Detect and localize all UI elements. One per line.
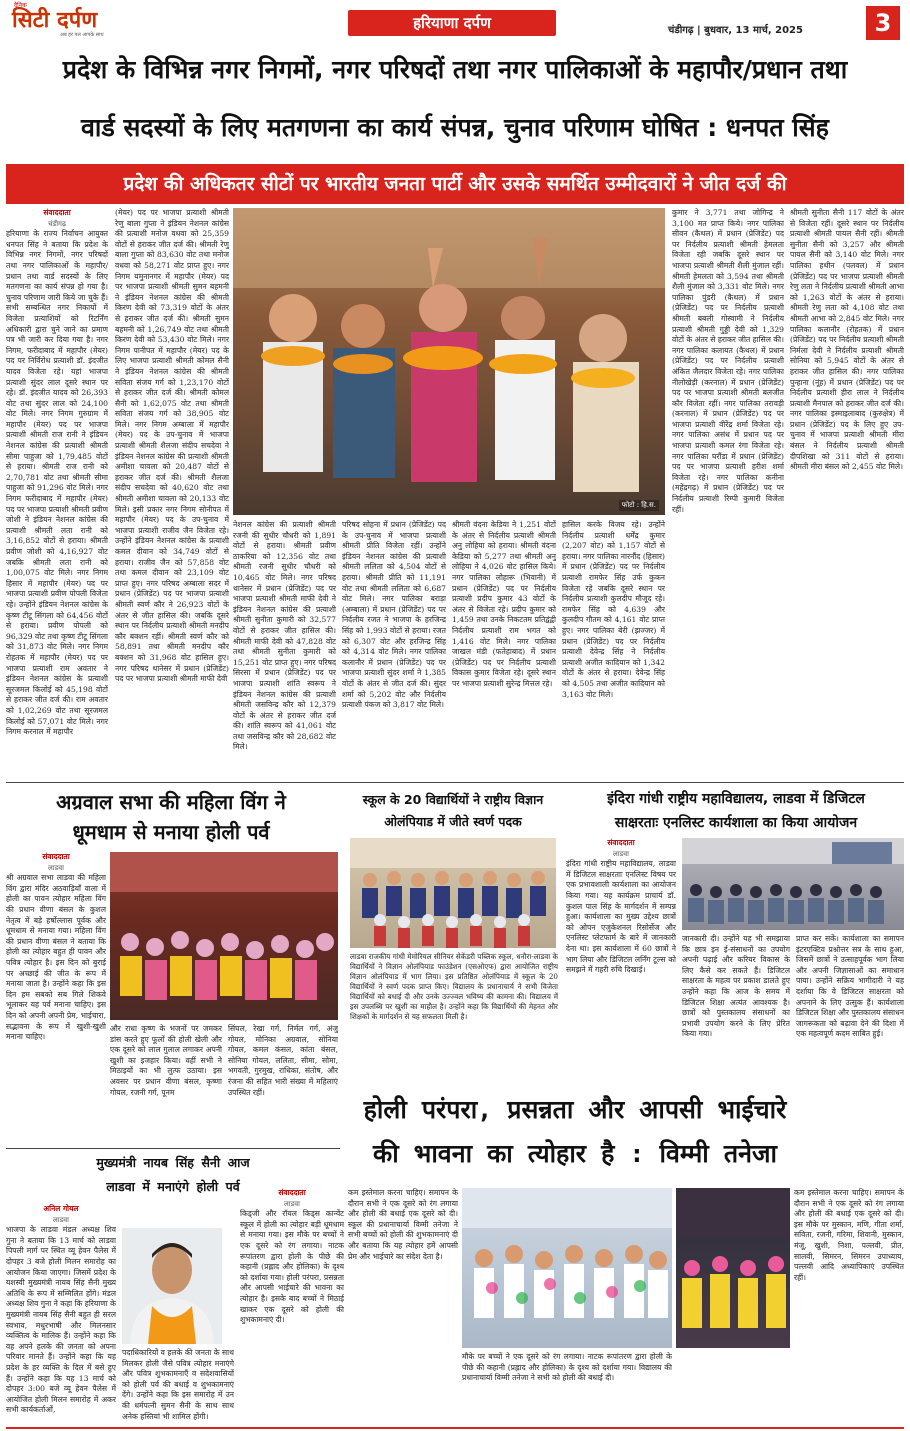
lead-column-1 [6, 208, 108, 778]
masthead [0, 0, 910, 46]
holi-photo-left [462, 1188, 672, 1348]
cm-body-1: भाजपा के लाडवा मंडल अध्यक्ष शिव गुना ने बताया कि 13 मार्च को लाडवा पिपली मार्ग पर स्थित व्यू हेवन पैलेस में दोपहर 3 बजे होली मिलन समारोह का आयोजन किया जाएगा। जिसमें प्रदेश के यशस्वी मुख्यमंत्री नायब सिंह सैनी मुख्य अतिथि के रूप में सम्मिलित होंगे। मंडल अध्यक्ष शिव गुना ने कहा कि हरियाणा के मुख्यमंत्री नायब सिंह सैनी बहुत ही सरल स्वभाव, मधुरभाषी और मिलनसार व्यक्तित्व के मालिक हैं। उन्होंने कहा कि वह अपने हलके की जनता को अपना परिवार मानते हैं। उन्होंने कहा कि यह प्रदेश के हर व्यक्ति के दिल में बसे हुए हैं। उन्होंने कहा कि यह 13 मार्च को दोपहर 3:00 बजे व्यू हेवन पैलेस में आयोजित होली मिलन समारोह में अकर सभी कार्यकर्ताओं, [6, 1225, 116, 1415]
agarwal-headline-line2: धूमधाम से मनाया होली पर्व [72, 820, 270, 844]
holi-body-3: मौके पर बच्चों ने एक दूसरे को रंग लगाया। नाटक रूपांतरण द्वारा होली के पीछे की कहानी (प्रह्लाद और होलिका) के दृश्य को दर्शाया गया। विद्यालय की प्रधानाचार्या विम्मी तनेजा ने सभी को होली की बधाई दी। [462, 1352, 672, 1383]
lead-column-6 [562, 520, 665, 778]
lead-headline-line1: प्रदेश के विभिन्न नगर निगमों, नगर परिषदों तथा नगर पालिकाओं के महापौर/प्रधान तथा [62, 55, 848, 84]
lead-body-4: परिषद सोहना में प्रधान (प्रेजिडेंट) पद के उप-चुनाव में भाजपा प्रत्याशी श्रीमती प्रीति विजेता रहीं। उन्होंने इंडियन नेशनल कांग्रेस की प्रत्याशी श्रीमती ललिता को 4,504 वोटों से हराया। श्रीमती प्रीति को 11,191 वोट तथा श्रीमती ललिता को 6,687 वोट मिले। नगर पालिका बराड़ा (अम्बाला) में प्रधान (प्रेजिडेंट) पद पर निर्दलीय रजत ने भाजपा के हरजिन्द्र सिंह को 1,993 वोटों से हराया। रजत को 6,307 वोट और हरजिन्द्र सिंह को 4,314 वोट मिले। नगर पालिका कलानौर में प्रधान (प्रेजिडेंट) पद पर भाजपा प्रत्याशी सुंदर शर्मा ने 1,385 वोटों के अंतर से जीत दर्ज की। सुंदर शर्मा को 5,202 वोट और निर्दलीय प्रत्याशी पंकज को 3,817 वोट मिले। [342, 520, 446, 710]
college-column-3 [796, 934, 904, 1042]
holi-body-1: किड्जी और रॉयल किड्स कान्वेंट स्कूल में होली का त्योहार बड़ी धूमधाम से मनाया गया। इस मौके पर बच्चों ने एक दूसरे को रंग लगाया। नाटक रूपांतरण द्वारा होली के पीछे की कहानी (प्रह्लाद और होलिका) के दृश्य को दर्शाया गया। होली परंपरा, प्रसन्नता और आपसी भाईचारे की भावना का त्योहार है। इसके बाद बच्चों ने मिठाई खाकर एक दूसरे को होली की शुभकामनाएं दी। [240, 1209, 344, 1325]
children-holi-scene [462, 1188, 672, 1348]
lead-column-2 [115, 208, 229, 778]
lead-photo-credit: फोटो : हि.स. [619, 500, 659, 511]
agarwal-column-2 [110, 1024, 222, 1142]
college-body-1: इंदिरा गांधी राष्ट्रीय महाविद्यालय, लाडवा में डिजिटल साक्षरताः एनलिस्ट विषय पर एक प्रभावशाली कार्यशाला का आयोजन किया गया। यह कार्यक्रम प्राचार्य डॉ. कुशल पाल सिंह के मार्गदर्शन में सम्पन्न हुआ। कार्यशाला का मुख्य उद्देश्य छात्रों को ओपन एजुकेशनल रिसोर्सेज और एनलिस्ट प्लेटफार्म के बारे में जानकारी देना था। इस कार्यशाला में 60 छात्रों ने भाग लिया और डिजिटल लर्निंग टूल्स को समझने में गहरी रुचि दिखाई। [566, 859, 676, 975]
cm-body-2: पदाधिकारियों व हलके की जनता के साथ मिलकर होली जैसे पवित्र त्योहार मनाएंगे और पवित्र शुभकामनाएँ व सदेशवासियों को होली पर्व की बधाई व शुभकामनाएं देंगे। उन्होंने कहा कि इस समारोह में उन की धर्मपत्नी सुमन सैनी के साथ साथ अनेक हस्तियां भी शामिल होंगी। [122, 1348, 234, 1421]
lead-body-8: श्रीमती सुनीता सैनी 117 वोटों के अंतर से विजेता रहीं। दूसरे स्थान पर निर्दलीय प्रत्याशी श्रीमती पायल सैनी रहीं। श्रीमती सुनीता सैनी को 3,257 और श्रीमती पायल सैनी को 3,140 वोट मिले। नगर पालिका हथीन (पलवल) में प्रधान (प्रेजिडेंट) पद पर भाजपा प्रत्याशी श्रीमती रेणु लता ने निर्दलीय प्रत्याशी श्रीमती आभा को 1,263 वोटों के अंतर से हराया। श्रीमती रेणु लता को 4,108 वोट तथा श्रीमती आभा को 2,845 वोट मिले। नगर पालिका कलानौर (रोहतक) में प्रधान (प्रेजिडेंट) पद पर निर्दलीय प्रत्याशी श्रीमती निर्मला देवी ने निर्दलीय प्रत्याशी श्रीमती सोनिया को 5,945 वोटों के अंतर से हराकर जीत हासिल की। नगर पालिका पुन्हाना (नूंह) में प्रधान (प्रेजिडेंट) पद पर निर्दलीय प्रत्याशी हीरा लाल ने निर्दलीय प्रत्याशी मैनपाल को हराकर जीत दर्ज की। नगर पालिका इस्माइलाबाद (कुरुक्षेत्र) में प्रधान (प्रेजिडेंट) पद के लिए हुए उप-चुनाव में भाजपा प्रत्याशी श्रीमती मीरा बंसल ने निर्दलीय प्रत्याशी श्रीमती दीपशिखा को 311 वोटों से हराया। श्रीमती मीरा बंसल को 2,455 वोट मिले। [790, 208, 904, 472]
lead-photo [233, 208, 665, 515]
masthead-logo-tagline: अब हर पल आपके साथ [60, 32, 104, 38]
lead-banner-text: प्रदेश की अधिकतर सीटों पर भारतीय जनता पार्टी और उसके समर्थित उम्मीदवारों ने जीत दर्ज की [123, 173, 787, 195]
lead-column-5 [452, 520, 556, 778]
agarwal-photo [110, 852, 338, 1020]
stage-holi-scene [676, 1188, 790, 1348]
agarwal-body-3: सिंघल, रेखा गर्ग, निर्मल गर्ग, अंजु गोयल, मोनिका अग्रवाल, सोनिया गोयल, कमल कंसल, कांता बंसल, सोनिया गोयल, ललिता, सीमा, सोमा, भगवती, गुरमुख, राधिका, संतोष, और रंजना की सहित भारी संख्या में महिलाएं उपस्थित रहीं। [228, 1024, 338, 1097]
college-place: लाडवा [612, 849, 629, 858]
agarwal-column-1 [6, 852, 106, 1142]
students-group-scene [350, 838, 556, 948]
college-body-3: प्राप्त कर सकें। कार्यशाला का समापन इंटरएक्टिव प्रश्नोत्तर सत्र के साथ हुआ, जिसमें छात्रों ने उत्साहपूर्वक भाग लिया और अपनी जिज्ञासाओं का समाधान पाया। उन्होंने सक्रिय भागीदारी ने यह दर्शाया कि वे डिजिटल साक्षरता को अपनाने के लिए उत्सुक हैं। कार्यशाला डिजिटल शिक्षा और पुस्तकालय संसाधन जागरूकता को बढ़ावा देने की दिशा में एक महत्वपूर्ण कदम साबित हुई। [796, 934, 904, 1039]
section-title: हरियाणा दर्पण [413, 14, 491, 32]
seminar-hall-scene [682, 838, 904, 930]
cm-byline: अनिल गोयल [43, 1204, 79, 1213]
holi-byline: संवाददाता [278, 1188, 306, 1197]
section-divider [6, 782, 904, 783]
holi-column-3 [462, 1352, 672, 1424]
olympiad-caption [350, 952, 558, 1042]
lead-column-3 [233, 520, 336, 778]
section-banner [348, 10, 556, 36]
college-photo [682, 838, 904, 930]
masthead-logo-small: दैनिक [14, 2, 27, 9]
agarwal-headline-line1: अग्रवाल सभा की महिला विंग ने [56, 790, 286, 814]
celebration-scene [233, 208, 665, 515]
olympiad-headline-line2: ओलंपियाड में जीते स्वर्ण पदक [384, 814, 522, 829]
cm-column-2 [122, 1348, 234, 1424]
page-bottom-rule [6, 1427, 904, 1429]
holi-column-2 [348, 1188, 458, 1424]
lead-headline-line2: वार्ड सदस्यों के लिए मतगणना का कार्य संपन्न, चुनाव परिणाम घोषित : धनपत सिंह [81, 113, 829, 142]
college-headline-line2: साक्षरताः एनलिस्ट कार्यशाला का किया आयोजन [614, 815, 858, 831]
holi-column-4 [794, 1188, 904, 1424]
lead-column-4 [342, 520, 446, 778]
lead-dateline-place: चंडीगढ़ [48, 219, 66, 228]
lead-column-8 [790, 208, 904, 778]
lead-body-2: (मेयर) पद पर भाजपा प्रत्याशी श्रीमती रेणु बाला गुप्ता ने इंडियन नेशनल कांग्रेस की प्रत्याशी मनोज वधवा को 25,359 वोटों से हराकर जीत दर्ज की। श्रीमती रेणु बाला गुप्ता को 83,630 वोट तथा मनोज वधवा को 58,271 वोट प्राप्त हुए। नगर निगम यमुनानगर में महापौर (मेयर) पद पर भाजपा प्रत्याशी श्रीमती सुमन बहमनी ने इंडियन नेशनल कांग्रेस की श्रीमती किरण देवी को 73,319 वोटों के अंतर से हराकर जीत दर्ज की। श्रीमती सुमन बहमनी को 1,26,749 वोट तथा श्रीमती किरण देवी को 53,430 वोट मिले। नगर निगम पानीपत में महापौर (मेयर) पद के लिए भाजपा प्रत्याशी श्रीमती कोमल सैनी ने इंडियन नेशनल कांग्रेस की श्रीमती सविता संजय गर्ग को 1,23,170 वोटों से हराकर जीत दर्ज की। श्रीमती कोमल सैनी को 1,62,075 वोट तथा श्रीमती सविता संजय गर्ग को 38,905 वोट मिले। नगर निगम अम्बाला में महापौर (मेयर) पद के उप-चुनाव में भाजपा प्रत्याशी श्रीमती शैलजा संदीप सचदेवा ने इंडियन नेशनल कांग्रेस की प्रत्याशी श्रीमती अमीशा चावला को 20,487 वोटों से हराकर जीत दर्ज की। श्रीमती शैलजा संदीप सचदेवा को 40,620 वोट तथा श्रीमती अमीशा चावला को 20,133 वोट मिले। इसी प्रकार नगर निगम सोनीपत में महापौर (मेयर) पद के उप-चुनाव में भाजपा प्रत्याशी राजीव जैन विजेता रहे। उन्होंने इंडियन नेशनल कांग्रेस के प्रत्याशी कमल दीवान को 34,749 वोटों से हराया। राजीव जैन को 57,858 वोट तथा कमल दीवान को 23,109 वोट प्राप्त हुए। नगर परिषद अम्बाला सदर में प्रधान (प्रेजिडेंट) पद पर भाजपा प्रत्याशी श्रीमती स्वर्ण कौर ने 26,923 वोटों के अंतर से जीत हासिल की। जबकि दूसरे स्थान पर निर्दलीय प्रत्याशी श्रीमती मनदीप कौर बक्शन रहीं। श्रीमती स्वर्ण कौर को 58,891 तथा श्रीमती मनदीप कौर बक्शन को 31,968 वोट हासिल हुए। नगर परिषद थानेसर में प्रधान (प्रेजिडेंट) पद पर भाजपा प्रत्याशी श्रीमती माफी देवी [115, 208, 229, 684]
women-gathering-scene [110, 852, 338, 1020]
lead-body-6: हासिल करके विजय रहे। उन्होंने निर्दलीय प्रत्याशी धर्मेंद्र कुमार (2,207 वोट) को 1,157 वोटों से हराया। नगर पालिका नारनौंद (हिसार) में प्रधान (प्रेजिडेंट) पद पर निर्दलीय प्रत्याशी रामफेर सिंह उर्फ कुकन विजेता रहे जबकि दूसरे स्थान पर निर्दलीय प्रत्याशी कुलदीप मौजूद रहे। रामफेर सिंह को 4,639 और कुलदीप गौतम को 4,161 वोट प्राप्त हुए। नगर पालिका बेरी (झज्जर) में प्रधान (प्रेजिडेंट) पद पर निर्दलीय प्रत्याशी देवेन्द्र सिंह ने निर्दलीय प्रत्याशी अजीत कादियान को 1,342 वोटों के अंतर से हराया। देवेन्द्र सिंह को 4,505 तथा अजीत कादियान को 3,163 वोट मिले। [562, 520, 665, 699]
lead-body-3: नेशनल कांग्रेस की प्रत्याशी श्रीमती रजनी की सुधीर चौधरी को 1,891 वोटों से हराया। श्रीमती प्रवीण ठाकरिया को 12,356 वोट तथा श्रीमती रजनी सुधीर चौधरी को 10,465 वोट मिले। नगर परिषद थानेसर में प्रधान (प्रेजिडेंट) पद पर भाजपा प्रत्याशी श्रीमती माफी देवी ने इंडियन नेशनल कांग्रेस की प्रत्याशी श्रीमती सुनीता कुमारी को 32,577 वोटों से हराकर जीत हासिल की। श्रीमती माफी देवी को 47,828 वोट तथा श्रीमती सुनीता कुमारी को 15,251 वोट प्राप्त हुए। नगर परिषद सिरसा में प्रधान (प्रेजिडेंट) पद पर भाजपा प्रत्याशी शांति स्वरूप ने इंडियन नेशनल कांग्रेस की प्रत्याशी श्रीमती जसविन्द्र कौर को 12,379 वोटों के अंतर से हराकर जीत दर्ज की। शांति स्वरूप को 41,061 वोट तथा जसविन्द्र कौर को 28,682 वोट मिले। [233, 520, 336, 752]
lead-byline: संवाददाता [43, 208, 71, 217]
lead-body-5: श्रीमती वंदना केडिया ने 1,251 वोटों के अंतर से निर्दलीय प्रत्याशी श्रीमती अनु लोहिया को हराया। श्रीमती वंदना केडिया को 5,277 तथा श्रीमती अनु लोहिया ने 4,026 वोट हासिल किये। नगर पालिका लोहारू (भिवानी) में प्रधान (प्रेजिडेंट) पद पर निर्दलीय प्रत्याशी प्रदीप कुमार 43 वोटों के अंतर से विजेता रहे। प्रदीप कुमार को 1,459 तथा उनके निकटतम प्रतिद्वंद्वी निर्दलीय प्रत्याशी राम भगत को 1,416 वोट मिले। नगर पालिका जाखल मंडी (फतेहाबाद) में प्रधान (प्रेजिडेंट) पद पर निर्दलीय प्रत्याशी विकास कुमार विजेता रहे। दूसरे स्थान पर भाजपा प्रत्याशी सुरेन्द्र मित्तल रहे। [452, 520, 556, 688]
college-column-1 [566, 838, 676, 1042]
lead-banner [6, 164, 904, 204]
holi-headline-line1: होली परंपरा, प्रसन्नता और आपसी भाईचारे [363, 1095, 787, 1124]
page-number: 3 [866, 6, 900, 40]
cm-column-1 [6, 1204, 116, 1424]
lead-body-1: हरियाणा के राज्य निर्वाचन आयुक्त धनपत सिंह ने बताया कि प्रदेश के विभिन्न नगर निगमों, नगर परिषदों तथा नगर पालिकाओं के महापौर/प्रधान तथा वार्ड सदस्यों के लिए मतगणना का कार्य संपन्न हो गया है। चुनाव परिणाम जारी किये जा चुके हैं। सभी सम्बन्धित नगर निकायों में विजेता प्रत्याशियों को रिटर्निंग अधिकारी द्वारा चुने जाने का प्रमाण पत्र भी जारी कर दिया गया है। नगर निगम, फरीदाबाद में महापौर (मेयर) पद पर निर्विरोध प्रत्याशी डॉ. इंदजीत यादव विजेता रहे। यहां भाजपा प्रत्याशी सुंदर लाल दूसरे स्थान पर रहे। डॉ. इंदजीत यादव को 26,393 वोट तथा सुंदर लाल को 24,100 वोट मिले। नगर निगम गुरुग्राम में महापौर (मेयर) पद पर भाजपा प्रत्याशी श्रीमती राज रानी ने इंडियन नेशनल कांग्रेस की प्रत्याशी श्रीमती सीमा पाहुजा को 1,79,485 वोटों से हराया। श्रीमती राज रानी को 2,70,781 वोट तथा श्रीमती सीमा पाहुजा को 91,296 वोट मिले। नगर निगम फरीदाबाद में महापौर (मेयर) पद पर भाजपा प्रत्याशी श्रीमती प्रवीण जोशी ने इंडियन नेशनल कांग्रेस की प्रत्याशी श्रीमती लता रानी को 3,16,852 वोटों से हराया। श्रीमती प्रवीण जोशी को 4,16,927 वोट जबकि श्रीमती लता रानी को 1,00,075 वोट मिले। नगर निगम हिसार में महापौर (मेयर) पद पर भाजपा प्रत्याशी प्रवीण पोपली विजेता रहे। उन्होंने इंडियन नेशनल कांग्रेस के कृष्ण टीटू सिंगला को 64,456 वोटों से हराया। प्रवीण पोपली को 96,329 वोट तथा कृष्ण टीटू सिंगला को 31,873 वोट मिले। नगर निगम रोहतक में महापौर (मेयर) पद पर भाजपा प्रत्याशी राम अवतार ने इंडियन नेशनल कांग्रेस के प्रत्याशी सूरजमल किलोई को 45,198 वोटों से हराकर जीत दर्ज की। राम अवतार को 1,02,269 वोट तथा सूरजमल किलोई को 57,071 वोट मिले। नगर निगम करनाल में महापौर [6, 229, 108, 737]
olympiad-body: लाडवा राजकीय गांधी मेमोरियल सीनियर सेकेंडरी पब्लिक स्कूल, धनौरा-लाडवा के विद्यार्थियों ने विज्ञान ओलंपियाड फाउंडेशन (एसओएफ) द्वारा आयोजित राष्ट्रीय विज्ञान ओलंपियाड में भाग लिया। इस प्रतिष्ठित ओलंपियाड में स्कूल के 20 विद्यार्थियों ने स्वर्ण पदक प्राप्त किए। विद्यालय के प्रधानाचार्य ने सभी विजेता विद्यार्थियों को बधाई दी और उनके उज्ज्वल भविष्य की कामना की। विद्यालय में इस उपलब्धि पर खुशी का माहौल है। उन्होंने कहा कि विद्यार्थियों की मेहनत और शिक्षकों के मार्गदर्शन से यह सफलता मिली है। [350, 952, 558, 1021]
dateline: चंडीगढ़ | बुधवार, 13 मार्च, 2025 [668, 25, 803, 36]
lead-column-7 [672, 208, 784, 778]
holi-column-1 [240, 1188, 344, 1424]
olympiad-headline-line1: स्कूल के 20 विद्यार्थियों ने राष्ट्रीय विज्ञान [362, 792, 544, 807]
college-headline-line1: इंदिरा गांधी राष्ट्रीय महाविद्यालय, लाडवा में डिजिटल [607, 791, 865, 807]
college-body-2: जानकारी दी। उन्होंने यह भी समझाया कि छात्र इन ई-संसाधनों का उपयोग अपनी पढ़ाई और करियर विकास के लिए कैसे कर सकते हैं। डिजिटल साक्षरता के महत्व पर प्रकाश डालते हुए उन्होंने कहा कि आज के समय में डिजिटल शिक्षा अत्यंत आवश्यक है। छात्रों को पुस्तकालय संसाधनों का प्रभावी उपयोग करने के लिए प्रेरित किया गया। [682, 934, 790, 1039]
agarwal-byline: संवाददाता [42, 852, 70, 861]
holi-photo-right [676, 1188, 790, 1348]
lead-body-7: कुमार ने 3,771 तथा जोगिन्द्र ने 3,100 मत प्राप्त किये। नगर पालिका सीवन (कैथल) में प्रधान (प्रेजिडेंट) पद पर निर्दलीय प्रत्याशी श्रीमती हेमलता विजेता रही जबकि दूसरे स्थान पर भाजपा प्रत्याशी श्रीमती शैली मुंजाल रहीं। श्रीमती हेमलता को 3,594 तथा श्रीमती शैली मुंजाल को 3,331 वोट मिले। नगर पालिका पुंडरी (कैथल) में प्रधान (प्रेजिडेंट) पद पर निर्दलीय प्रत्याशी श्रीमती बबली गोस्वामी ने निर्दलीय प्रत्याशी श्रीमती गुड्डी देवी को 1,329 वोटों के अंतर से हराकर जीत हासिल की। नगर पालिका कलायत (कैथल) में प्रधान (प्रेजिडेंट) पद पर निर्दलीय प्रत्याशी अंकित जैलदार विजेता रहे। नगर पालिका नीलोखेड़ी (करनाल) में प्रधान (प्रेजिडेंट) पद पर भाजपा प्रत्याशी श्रीमती बलजीत कौर विजेता रहीं। नगर पालिका तरावड़ी (करनाल) में प्रधान (प्रेजिडेंट) पद पर भाजपा प्रत्याशी वीरेंद्र शर्मा विजेता रहे। नगर पालिका असंध में प्रधान पद पर भाजपा प्रत्याशी कमल रंगा विजेता रहे। नगर पालिका घरौंडा में प्रधान (प्रेजिडेंट) पद पर भाजपा प्रत्याशी हरीश शर्मा विजेता रहे। नगर पालिका कनीना (महेंद्रगढ़) में प्रधान (प्रेजिडेंट) पद पर निर्दलीय प्रत्याशी रिम्पी कुमारी विजेता रहीं। [672, 208, 784, 514]
masthead-logo: सिटी दर्पण [12, 8, 98, 33]
agarwal-body-1: श्री अग्रवाल सभा लाडवा की महिला विंग द्वारा मंदिर अठवाड़ियाँ वाला में होली का पावन त्योहार महिला विंग की प्रधान वीणा बंसल के कुशल नेतृत्व में बड़े हर्षोल्लास पूर्वक और धूमधाम से मनाया गया। महिला विंग की प्रधान वीणा बंसल ने बताया कि होली का त्योहार बहुत ही पावन और पवित्र त्योहार है। इस दिन को बुराई पर अच्छाई की जीत के रूप में मनाया जाता है। उन्होंने कहा कि इस दिन हम सबको सब गिले शिकवे भूलाकर यह पर्व मनाना चाहिए। इस दिन को अपनी अपनी प्रेम, भाईचारा, सद्भावना के रूप में खुशी-खुशी मनाना चाहिए। [6, 873, 106, 1042]
cm-place: लाडवा [52, 1215, 69, 1224]
holi-headline-line2: की भावना का त्योहार है : विम्मी तनेजा [373, 1139, 777, 1168]
olympiad-photo [350, 838, 556, 948]
cm-headline-line2: लाडवा में मनाएंगे होली पर्व [106, 1179, 240, 1194]
person-portrait [122, 1228, 222, 1344]
cm-headline-line1: मुख्यमंत्री नायब सिंह सैनी आज [96, 1155, 250, 1170]
holi-place: लाडवा [283, 1199, 300, 1208]
college-byline: संवाददाता [607, 838, 635, 847]
agarwal-body-2: और राधा कृष्ण के भजनों पर जमकर डांस करते हुए फूलों की होली खेली और एक दूसरे को लाल गुलाल लगाकर अपनी खुशी का इजहार किया। वहीं सभी ने मिठाइयों का भी लुत्फ उठाया। इस अवसर पर प्रधान वीणा बंसल, कृष्णा गोयल, रजनी गर्ग, पूनम [110, 1024, 222, 1097]
college-column-2 [682, 934, 790, 1042]
holi-body-4: कम इस्तेमाल करना चाहिए। समापन के दौरान सभी ने एक दूसरे को रंग लगाया और होली की बधाई एक दूसरे को दी। इस मौके पर मुस्कान, मणि, गीता शर्मा, सविता, रजनी, गरिमा, शिवानी, मुस्कान, मंजू, खुशी, निशा, पल्लवी, प्रीत, सालवी, सिमरन, सिमरन उपाध्याय, पल्लवी आदि अध्यापिकाएं उपस्थित रहीं। [794, 1188, 904, 1282]
agarwal-place: लाडवा [47, 863, 64, 872]
cm-portrait [122, 1228, 222, 1344]
holi-body-2: कम इस्तेमाल करना चाहिए। समापन के दौरान सभी ने एक दूसरे को रंग लगाया और होली की बधाई एक दूसरे को दी। स्कूल की प्रधानाचार्या विम्मी तनेजा ने सभी बच्चों को होली की शुभकामनाएं दी और बताया कि यह त्योहार हमें आपसी प्रेम और भाईचारे का संदेश देता है। [348, 1188, 458, 1261]
